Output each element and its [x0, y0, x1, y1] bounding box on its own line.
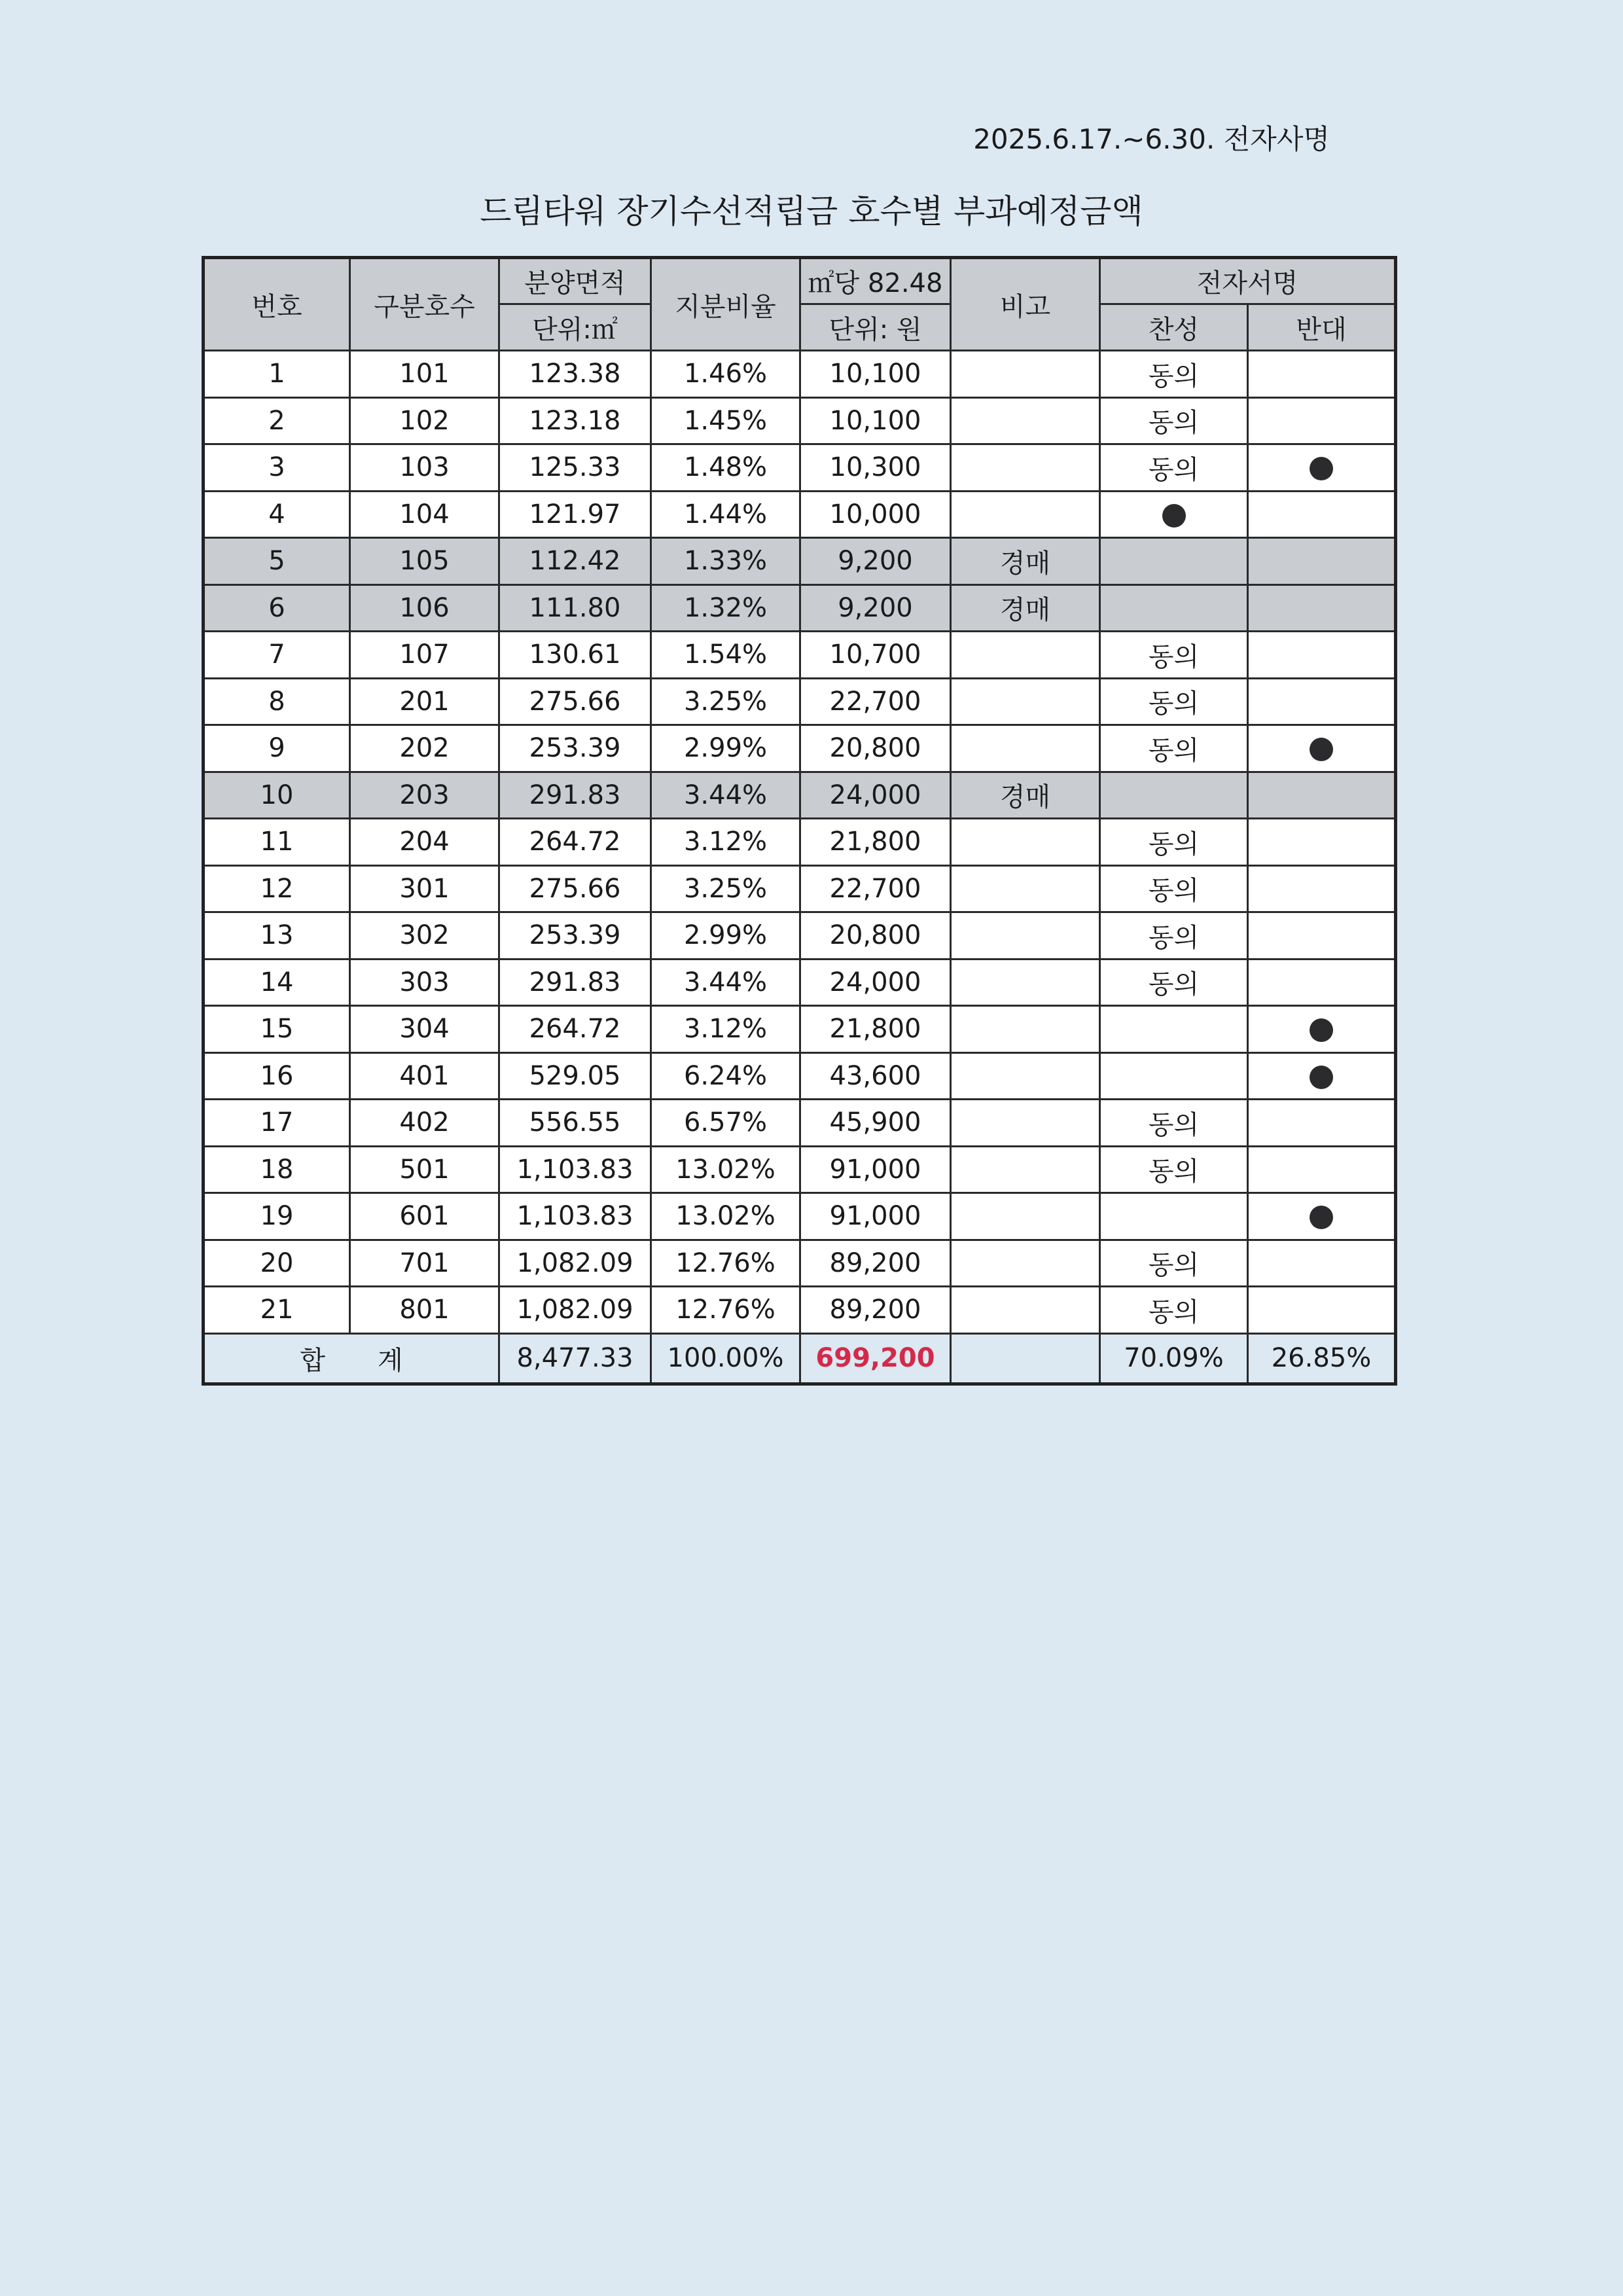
cell-remark: [951, 865, 1100, 912]
cell-oppose: [1248, 538, 1396, 585]
cell-agree: 동의: [1100, 725, 1248, 772]
cell-amount: 24,000: [800, 959, 951, 1006]
cell-share: 1.46%: [651, 351, 800, 398]
cell-area: 1,082.09: [499, 1287, 651, 1334]
cell-no: 1: [204, 351, 350, 398]
cell-remark: [951, 1193, 1100, 1240]
cell-unit: 301: [350, 865, 499, 912]
cell-no: 14: [204, 959, 350, 1006]
cell-no: 5: [204, 538, 350, 585]
cell-remark: 경매: [951, 772, 1100, 819]
signature-dot-icon: [1310, 1066, 1333, 1089]
header-rate: ㎡당 82.48: [800, 258, 951, 304]
table-row: [204, 1193, 1396, 1240]
cell-area: 121.97: [499, 491, 651, 538]
cell-amount: 20,800: [800, 725, 951, 772]
cell-remark: [951, 1052, 1100, 1100]
signature-dot-icon: [1310, 1206, 1333, 1229]
cell-area: 112.42: [499, 538, 651, 585]
cell-agree: 동의: [1100, 397, 1248, 444]
cell-amount: 9,200: [800, 584, 951, 632]
cell-oppose: [1248, 1100, 1396, 1147]
cell-oppose: [1248, 959, 1396, 1006]
cell-agree: [1100, 1052, 1248, 1100]
cell-no: 9: [204, 725, 350, 772]
cell-area: 275.66: [499, 678, 651, 725]
table-row: [204, 678, 1396, 725]
cell-area: 556.55: [499, 1100, 651, 1147]
total-area: 8,477.33: [499, 1333, 651, 1384]
cell-oppose: [1248, 584, 1396, 632]
cell-remark: [951, 819, 1100, 866]
cell-agree: 동의: [1100, 1100, 1248, 1147]
signature-dot-icon: [1162, 504, 1186, 528]
cell-area: 130.61: [499, 632, 651, 679]
cell-amount: 10,000: [800, 491, 951, 538]
cell-unit: 204: [350, 819, 499, 866]
cell-oppose: [1248, 819, 1396, 866]
cell-share: 3.12%: [651, 819, 800, 866]
cell-area: 1,082.09: [499, 1240, 651, 1287]
header-amount-unit: 단위: 원: [800, 304, 951, 351]
cell-remark: [951, 444, 1100, 492]
table-body: [204, 351, 1396, 1334]
cell-agree: 동의: [1100, 351, 1248, 398]
table-row: [204, 772, 1396, 819]
cell-agree: 동의: [1100, 865, 1248, 912]
cell-no: 7: [204, 632, 350, 679]
cell-amount: 24,000: [800, 772, 951, 819]
cell-share: 3.25%: [651, 678, 800, 725]
cell-unit: 101: [350, 351, 499, 398]
table-row: [204, 959, 1396, 1006]
cell-unit: 801: [350, 1287, 499, 1334]
cell-oppose: [1248, 725, 1396, 772]
header-agree: 찬성: [1100, 304, 1248, 351]
cell-area: 275.66: [499, 865, 651, 912]
cell-area: 291.83: [499, 772, 651, 819]
cell-share: 1.33%: [651, 538, 800, 585]
cell-oppose: [1248, 632, 1396, 679]
cell-unit: 501: [350, 1146, 499, 1193]
total-amount: 699,200: [800, 1333, 951, 1384]
cell-remark: [951, 1006, 1100, 1053]
cell-remark: [951, 678, 1100, 725]
cell-remark: [951, 959, 1100, 1006]
table-row: [204, 632, 1396, 679]
cell-no: 4: [204, 491, 350, 538]
cell-share: 6.57%: [651, 1100, 800, 1147]
header-esign: 전자서명: [1100, 258, 1396, 304]
cell-share: 1.32%: [651, 584, 800, 632]
cell-oppose: [1248, 1006, 1396, 1053]
cell-share: 1.54%: [651, 632, 800, 679]
cell-agree: [1100, 491, 1248, 538]
cell-remark: [951, 912, 1100, 960]
table-row: [204, 865, 1396, 912]
cell-no: 19: [204, 1193, 350, 1240]
cell-no: 2: [204, 397, 350, 444]
cell-agree: [1100, 772, 1248, 819]
table-row: [204, 912, 1396, 960]
table-row: [204, 397, 1396, 444]
cell-unit: 302: [350, 912, 499, 960]
date-note: 2025.6.17.~6.30. 전자사명: [973, 123, 1330, 155]
cell-no: 11: [204, 819, 350, 866]
cell-share: 2.99%: [651, 912, 800, 960]
table-row: [204, 725, 1396, 772]
cell-area: 529.05: [499, 1052, 651, 1100]
total-oppose: 26.85%: [1248, 1333, 1396, 1384]
cell-oppose: [1248, 912, 1396, 960]
cell-unit: 303: [350, 959, 499, 1006]
cell-unit: 202: [350, 725, 499, 772]
table-row: [204, 444, 1396, 492]
cell-agree: [1100, 538, 1248, 585]
cell-unit: 402: [350, 1100, 499, 1147]
table-row: [204, 1052, 1396, 1100]
cell-remark: [951, 1287, 1100, 1334]
cell-remark: [951, 397, 1100, 444]
cell-share: 6.24%: [651, 1052, 800, 1100]
cell-remark: [951, 632, 1100, 679]
table-row: [204, 1100, 1396, 1147]
cell-share: 3.25%: [651, 865, 800, 912]
table-row: [204, 491, 1396, 538]
cell-amount: 45,900: [800, 1100, 951, 1147]
cell-unit: 304: [350, 1006, 499, 1053]
cell-amount: 22,700: [800, 865, 951, 912]
cell-no: 8: [204, 678, 350, 725]
cell-oppose: [1248, 1240, 1396, 1287]
cell-no: 10: [204, 772, 350, 819]
header-no: 번호: [204, 258, 350, 351]
cell-share: 1.45%: [651, 397, 800, 444]
fee-table: [202, 256, 1397, 1386]
header-oppose: 반대: [1248, 304, 1396, 351]
cell-oppose: [1248, 772, 1396, 819]
total-row: [204, 1333, 1396, 1384]
header-remark: 비고: [951, 258, 1100, 351]
cell-oppose: [1248, 491, 1396, 538]
cell-agree: 동의: [1100, 912, 1248, 960]
cell-share: 1.44%: [651, 491, 800, 538]
cell-area: 291.83: [499, 959, 651, 1006]
cell-amount: 10,100: [800, 351, 951, 398]
table-row: [204, 584, 1396, 632]
cell-area: 264.72: [499, 1006, 651, 1053]
cell-amount: 10,700: [800, 632, 951, 679]
cell-remark: [951, 491, 1100, 538]
cell-agree: 동의: [1100, 1240, 1248, 1287]
table-row: [204, 1006, 1396, 1053]
cell-agree: 동의: [1100, 632, 1248, 679]
cell-area: 253.39: [499, 912, 651, 960]
cell-agree: 동의: [1100, 959, 1248, 1006]
cell-amount: 89,200: [800, 1287, 951, 1334]
cell-oppose: [1248, 351, 1396, 398]
cell-unit: 102: [350, 397, 499, 444]
cell-remark: [951, 1146, 1100, 1193]
cell-remark: [951, 1240, 1100, 1287]
total-label: 합 계: [204, 1333, 499, 1384]
cell-no: 20: [204, 1240, 350, 1287]
cell-share: 3.44%: [651, 959, 800, 1006]
cell-unit: 701: [350, 1240, 499, 1287]
cell-oppose: [1248, 397, 1396, 444]
cell-remark: [951, 725, 1100, 772]
cell-area: 264.72: [499, 819, 651, 866]
cell-area: 125.33: [499, 444, 651, 492]
cell-amount: 91,000: [800, 1193, 951, 1240]
cell-agree: 동의: [1100, 819, 1248, 866]
cell-oppose: [1248, 865, 1396, 912]
cell-agree: 동의: [1100, 1146, 1248, 1193]
cell-unit: 601: [350, 1193, 499, 1240]
cell-share: 2.99%: [651, 725, 800, 772]
cell-oppose: [1248, 678, 1396, 725]
cell-share: 1.48%: [651, 444, 800, 492]
cell-share: 13.02%: [651, 1193, 800, 1240]
cell-no: 18: [204, 1146, 350, 1193]
table-row: [204, 538, 1396, 585]
cell-no: 17: [204, 1100, 350, 1147]
cell-amount: 21,800: [800, 819, 951, 866]
cell-area: 111.80: [499, 584, 651, 632]
cell-share: 13.02%: [651, 1146, 800, 1193]
header-area: 분양면적: [499, 258, 651, 304]
cell-no: 16: [204, 1052, 350, 1100]
cell-remark: [951, 1100, 1100, 1147]
table-row: [204, 351, 1396, 398]
cell-agree: [1100, 1193, 1248, 1240]
table-row: [204, 1287, 1396, 1334]
total-remark: [951, 1333, 1100, 1384]
cell-no: 15: [204, 1006, 350, 1053]
cell-amount: 21,800: [800, 1006, 951, 1053]
cell-area: 123.38: [499, 351, 651, 398]
cell-area: 123.18: [499, 397, 651, 444]
cell-oppose: [1248, 1146, 1396, 1193]
cell-amount: 89,200: [800, 1240, 951, 1287]
cell-unit: 105: [350, 538, 499, 585]
table-row: [204, 819, 1396, 866]
cell-oppose: [1248, 1287, 1396, 1334]
signature-dot-icon: [1310, 738, 1333, 761]
cell-share: 12.76%: [651, 1287, 800, 1334]
cell-oppose: [1248, 1052, 1396, 1100]
cell-share: 12.76%: [651, 1240, 800, 1287]
header-share: 지분비율: [651, 258, 800, 351]
cell-amount: 9,200: [800, 538, 951, 585]
total-share: 100.00%: [651, 1333, 800, 1384]
table-header: [204, 258, 1396, 351]
cell-agree: 동의: [1100, 444, 1248, 492]
cell-no: 21: [204, 1287, 350, 1334]
table-row: [204, 1146, 1396, 1193]
cell-agree: [1100, 584, 1248, 632]
signature-dot-icon: [1310, 457, 1333, 480]
cell-oppose: [1248, 444, 1396, 492]
cell-oppose: [1248, 1193, 1396, 1240]
table-row: [204, 1240, 1396, 1287]
cell-area: 1,103.83: [499, 1146, 651, 1193]
page-title: 드림타워 장기수선적립금 호수별 부과예정금액: [480, 192, 1143, 230]
cell-area: 253.39: [499, 725, 651, 772]
cell-remark: 경매: [951, 538, 1100, 585]
signature-dot-icon: [1310, 1018, 1333, 1042]
cell-no: 3: [204, 444, 350, 492]
cell-amount: 20,800: [800, 912, 951, 960]
cell-no: 12: [204, 865, 350, 912]
cell-amount: 22,700: [800, 678, 951, 725]
cell-amount: 91,000: [800, 1146, 951, 1193]
cell-agree: 동의: [1100, 1287, 1248, 1334]
cell-unit: 103: [350, 444, 499, 492]
cell-no: 13: [204, 912, 350, 960]
cell-amount: 10,100: [800, 397, 951, 444]
cell-no: 6: [204, 584, 350, 632]
cell-area: 1,103.83: [499, 1193, 651, 1240]
cell-agree: 동의: [1100, 678, 1248, 725]
cell-agree: [1100, 1006, 1248, 1053]
cell-unit: 104: [350, 491, 499, 538]
cell-unit: 107: [350, 632, 499, 679]
cell-unit: 201: [350, 678, 499, 725]
cell-amount: 10,300: [800, 444, 951, 492]
cell-unit: 203: [350, 772, 499, 819]
cell-amount: 43,600: [800, 1052, 951, 1100]
total-agree: 70.09%: [1100, 1333, 1248, 1384]
header-area-unit: 단위:㎡: [499, 304, 651, 351]
cell-unit: 106: [350, 584, 499, 632]
cell-share: 3.12%: [651, 1006, 800, 1053]
header-unit: 구분호수: [350, 258, 499, 351]
cell-unit: 401: [350, 1052, 499, 1100]
cell-share: 3.44%: [651, 772, 800, 819]
cell-remark: [951, 351, 1100, 398]
cell-remark: 경매: [951, 584, 1100, 632]
